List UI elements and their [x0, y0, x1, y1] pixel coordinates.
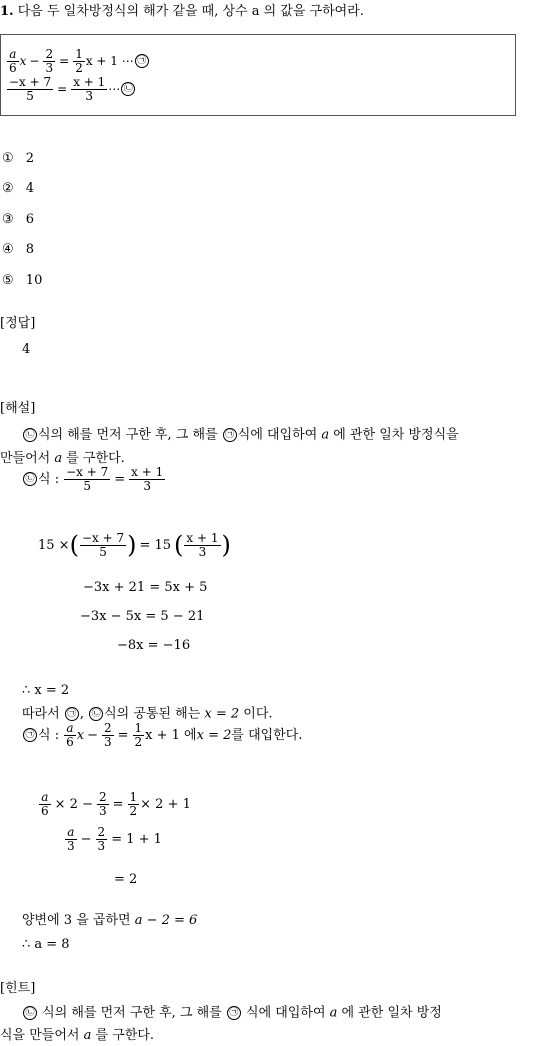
option-3[interactable] [2, 213, 34, 226]
option-mark: ④ [2, 242, 14, 257]
question-number: 1. [0, 4, 14, 19]
equation-1: $\frac{a}{6}$ x − $\frac{2}{3}$ = $\frac{1}{2}$ x + 1 ⋯ ㉠ [6, 48, 150, 74]
option-2[interactable] [2, 182, 34, 195]
option-value: 10 [25, 273, 43, 288]
common-solution-line: 따라서 ㉠ , ㉡ 식의 공통된 해는 x = 2 이다. [22, 706, 273, 722]
option-value: 2 [25, 151, 35, 166]
frac-a-6: $\frac{a}{6}$ [9, 47, 17, 75]
calc-a-line-1: $\frac{a}{6}$ × 2 − $\frac{2}{3}$ = $\frac{1}{2}$ × 2 + 1 [41, 790, 191, 818]
explanation-label: [해설] [0, 401, 36, 416]
calc-a-line-2: $\frac{a}{3}$ − $\frac{2}{3}$ = 1 + 1 [67, 825, 162, 853]
frac-1-2: $\frac{1}{2}$ [75, 47, 83, 75]
answer-label: [정답] [0, 316, 36, 331]
option-value: 8 [25, 242, 35, 257]
option-value: 6 [25, 212, 35, 227]
question-text: 다음 두 일차방정식의 해가 같을 때, 상수 a 의 값을 구하여라. [17, 4, 364, 19]
option-value: 4 [25, 181, 35, 196]
hint-line-2: 식을 만들어서 a 를 구한다. [0, 1028, 155, 1043]
option-4[interactable] [2, 243, 34, 256]
option-mark: ① [2, 151, 14, 166]
calc-line-3: −3x − 5x = 5 − 21 [80, 609, 205, 624]
option-1[interactable] [2, 152, 34, 165]
calc-line-4: −8x = −16 [117, 638, 191, 653]
multiply-line: 양변에 3 을 곱하면 a − 2 = 6 [22, 913, 198, 928]
explanation-line-2: 만들어서 a 를 구한다. [0, 451, 125, 466]
hint-label: [힌트] [0, 981, 36, 996]
option-mark: ② [2, 181, 14, 196]
substitute-line: ㉠ 식 : $\frac{a}{6}$ x − $\frac{2}{3}$ = $\frac{1}{2}$ x + 1 에 x = 2 를 대입한다. [22, 722, 302, 748]
circled-g-mark: ㉠ [135, 54, 149, 68]
final-answer: ∴ a = 8 [22, 937, 70, 952]
explanation-step-n: ㉡ 식 : $\frac{-x + 7}{5}$ = $\frac{x + 1}{3}$ [22, 466, 166, 492]
option-mark: ⑤ [2, 273, 14, 288]
option-mark: ③ [2, 212, 14, 227]
circled-n-mark: ㉡ [121, 82, 135, 96]
calc-a-line-3: = 2 [114, 872, 138, 887]
answer-value: 4 [22, 342, 31, 357]
question-line [0, 5, 364, 18]
solution-x: ∴ x = 2 [22, 683, 70, 698]
hint-line-1: ㉡ 식의 해를 먼저 구한 후, 그 해를 ㉠ 식에 대입하여 a 에 관한 일차 방정 [22, 1006, 442, 1020]
calc-line-2: −3x + 21 = 5x + 5 [83, 580, 208, 595]
frac-2-3: $\frac{2}{3}$ [45, 47, 54, 75]
explanation-line-1: ㉡ 식의 해를 먼저 구한 후, 그 해를 ㉠ 식에 대입하여 a 에 관한 일차 방정식을 [22, 428, 459, 442]
equation-2: $\frac{-x + 7}{5}$ = $\frac{x + 1}{3}$ ⋯ ㉡ [6, 76, 136, 102]
option-5[interactable] [2, 274, 42, 287]
calc-line-1: 15 × ( $\frac{-x + 7}{5}$ ) = 15 ( $\frac{x + 1}{3}$ ) [38, 531, 231, 560]
